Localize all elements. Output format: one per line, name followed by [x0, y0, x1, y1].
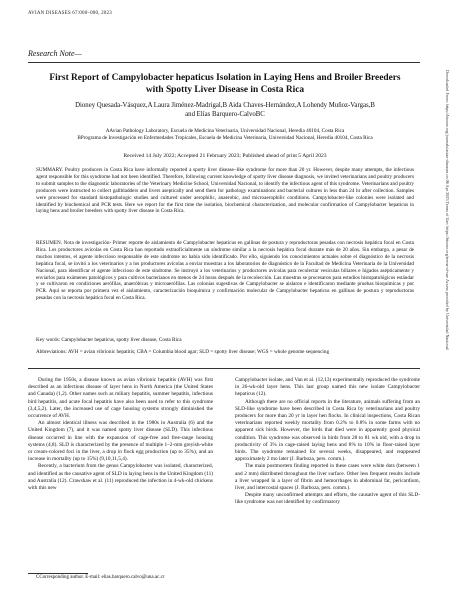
body-paragraph: Recently, a bacterium from the genus Campylobacter was isolated, characterized, and identified as the causative agent of SLD in laying hens in the United Kingdom (11) and Australia (12). Crawshaw et al. (11) reproduced the infection in 4-wk-old chickens with this new [28, 463, 214, 492]
corresponding-author-footnote: CCorresponding author. E-mail: elias.barquero.calvo@una.ac.cr [36, 575, 165, 580]
footnote-rule [28, 573, 88, 574]
body-paragraph: Campylobacter isolate, and Van et al. (12,13) experimentally reproduced the syndrome in 26-wk-old layer hens. This last group named this new isolate Campylobacter hepaticus (12). [235, 377, 420, 398]
body-top-rule [28, 368, 420, 369]
article-title: First Report of Campylobacter hepaticus Isolation in Laying Hens and Broiler Breeders with Spotty Liver Disease in Costa Rica [49, 73, 401, 95]
body-paragraph: Despite many unconfirmed attempts and efforts, the causative agent of this SLD-like syndrome was not identified by confirmatory [235, 492, 420, 506]
resumen-abstract: RESUMEN. Nota de investigación- Primer reporte de aislamiento de Campylobacter hepaticus en gallinas de postura y reproductoras pesadas con necrosis hepática focal en Costa Rica. Los productores avícolas en Costa Rica han reportado extraoficialmente un síndrome similar a la necrosis hepática focal durante más de 20 años. Sin embargo, a pesar de muchos intentos, el agente infeccioso responsable de este síndrome no había sido identificado. Por ello, siguiendo los conocimientos actuales sobre el diagnóstico de la necrosis hepática focal, se invitó a los veterinarios y a los productores avícolas a enviar muestras a los laboratorios de diagnóstico de la Facultad de Medicina Veterinaria de la Universidad Nacional, para identificar el agente infeccioso de este síndrome. Se instruyó a los veterinarios y productores avícolas para recolectar vesículas biliares e hígados asépticamente y enviarlos para exámenes patológicos y para cultivos bacterianos en menos de 24 horas después de la recolección. Las muestras se procesaron para estudios histopatológicos estándar y se cultivaron en condiciones aerófilas, anaeróbicas y microaerófilas. Las colonias sugestivas de Campylobacter se aislaron e identificaron mediante pruebas bioquímicas y por PCR. Aquí se reporta por primera vez el aislamiento, caracterización bioquímica y confirmación molecular de Campylobacter hepaticus en gallinas de postura y reproductoras pesadas con la necrosis hepática focal en Costa Rica. [36, 240, 414, 302]
body-paragraph: An almost identical illness was described in the 1980s in Australia (6) and the United Kingdom (7), and it was named spotty liver disease (SLD). This infectious disease occurred in line with the expansion of cage-free and free-range housing systems (4,8). SLD is characterized by the presence of multiple 1–2-mm greyish-white or cream-colored foci in the liver, a drop in flock egg production (up to 35%), and an increase in mortality (up to 15%) (9,10,11,5,4). [28, 420, 213, 463]
download-margin-note [443, 70, 451, 510]
keywords: Key words: Campylobacter hepaticus, spotty liver disease, Costa Rica [36, 337, 182, 343]
section-label: Research Note— [28, 49, 82, 58]
body-paragraph: During the 1950s, a disease known as avian vibrionic hepatitis (AVH) was first described as an infectious disease of layer hens in North America (the United States and Canada) (1,2). Other names such as miliary hepatitis, summer hepatitis, infectious bird hepatitis, and acute focal hepatitis have also been used to refer to this syndrome (3,4,5,2). Later, the increased use of cage housing systems strongly diminished the occurrence of AVH. [28, 377, 213, 420]
author-list [40, 101, 410, 119]
body-paragraph: Although there are no official reports in the literature, animals suffering from an SLD-like syndrome have been described in Costa Rica by veterinarians and poultry producers for more than 20 yr in layer hen flocks. In clinical inspections, Costa Rican veterinarians reported weekly mortality from 0.2% to 0.8% in some farms with no apparent sick birds. However, the birds that died were in apparently good physical condition. This syndrome was observed in birds from 28 to 81 wk old, with a drop in productivity of 3% in cage-raised laying hens and 8% to 10% in floor-raised layer birds. The syndrome remained for several weeks, disappeared, and reappeared approximately 2 mo later (J. Barboza, pers. comm.). [235, 398, 420, 463]
summary-abstract: SUMMARY. Poultry producers in Costa Rica have informally reported a spotty liver disease–like syndrome for more than 20 yr. However, despite many attempts, the infectious agent responsible for this syndrome had not been identified. Therefore, following current knowledge of spotty liver disease diagnosis, we invited veterinarians and poultry producers to submit samples to the diagnostic laboratories of the Veterinary Medicine School, Universidad Nacional, to identify the infectious agent of this syndrome. Veterinarians and poultry producers were instructed to collect gallbladders and livers aseptically and send them for pathology examinations and bacterial cultures in less than 24 hr after collection. Samples were processed for standard histopathologic studies and cultured under aerophilic, anaerobic, and microaerophilic conditions. Campylobacter-like colonies were isolated and identified by biochemical and PCR tests. Here we report for the first time the isolation, biochemical characterization, and molecular confirmation of Campylobacter hepaticus in laying hens and broiler breeders with spotty liver disease in Costa Rica. [36, 167, 414, 215]
author-line-1: Dioney Quesada-Vásquez,A Laura Jiménez-Madrigal,B Aida Chaves-Hernández,A Lohendy Muñoz-Vargas,B [75, 102, 375, 109]
affiliation-b: BPrograma de Investigación en Enfermedades Tropicales, Escuela de Medicina Veterinaria, Universidad Nacional, Heredia 40104, Costa Rica [77, 135, 373, 142]
running-head: AVIAN DISEASES 67:000–000, 2023 [28, 11, 112, 16]
body-column-left [28, 377, 213, 492]
margin-note-text: Downloaded From: https://bioone.org/journals/avian-diseases on 06 Apr 2023 Terms of Use: https://bioone.org/terms-of-use Access provided by Universidad Nacional [445, 70, 450, 350]
author-line-2: and Elías Barquero-CalvoBC [185, 111, 265, 118]
title-top-rule [28, 62, 420, 63]
affiliation-a: AAvian Pathology Laboratory, Escuela de Medicina Veterinaria, Universidad Nacional, Heredia 40104, Costa Rica [105, 128, 345, 134]
abbreviations: Abbreviations: AVH = avian vibrionic hepatitis; CBA = Columbia blood agar; SLD = spotty liver disease; WGS = whole genome sequencing [36, 349, 330, 355]
body-column-right [235, 377, 420, 507]
received-dates: Received 14 July 2022; Accepted 21 February 2023; Published ahead of print 5 April 2023 [123, 153, 327, 159]
affiliations [44, 128, 406, 143]
body-paragraph: The main postmortem finding reported in these cases were white dots (between 1 and 2 mm) distributed throughout the liver surface. Other less frequent results include a liver wrapped in a layer of fibrin and hemorrhages in abdominal fat, pericardium, liver, and intercostal spaces (J. Barboza, pers. comm.). [235, 463, 420, 492]
